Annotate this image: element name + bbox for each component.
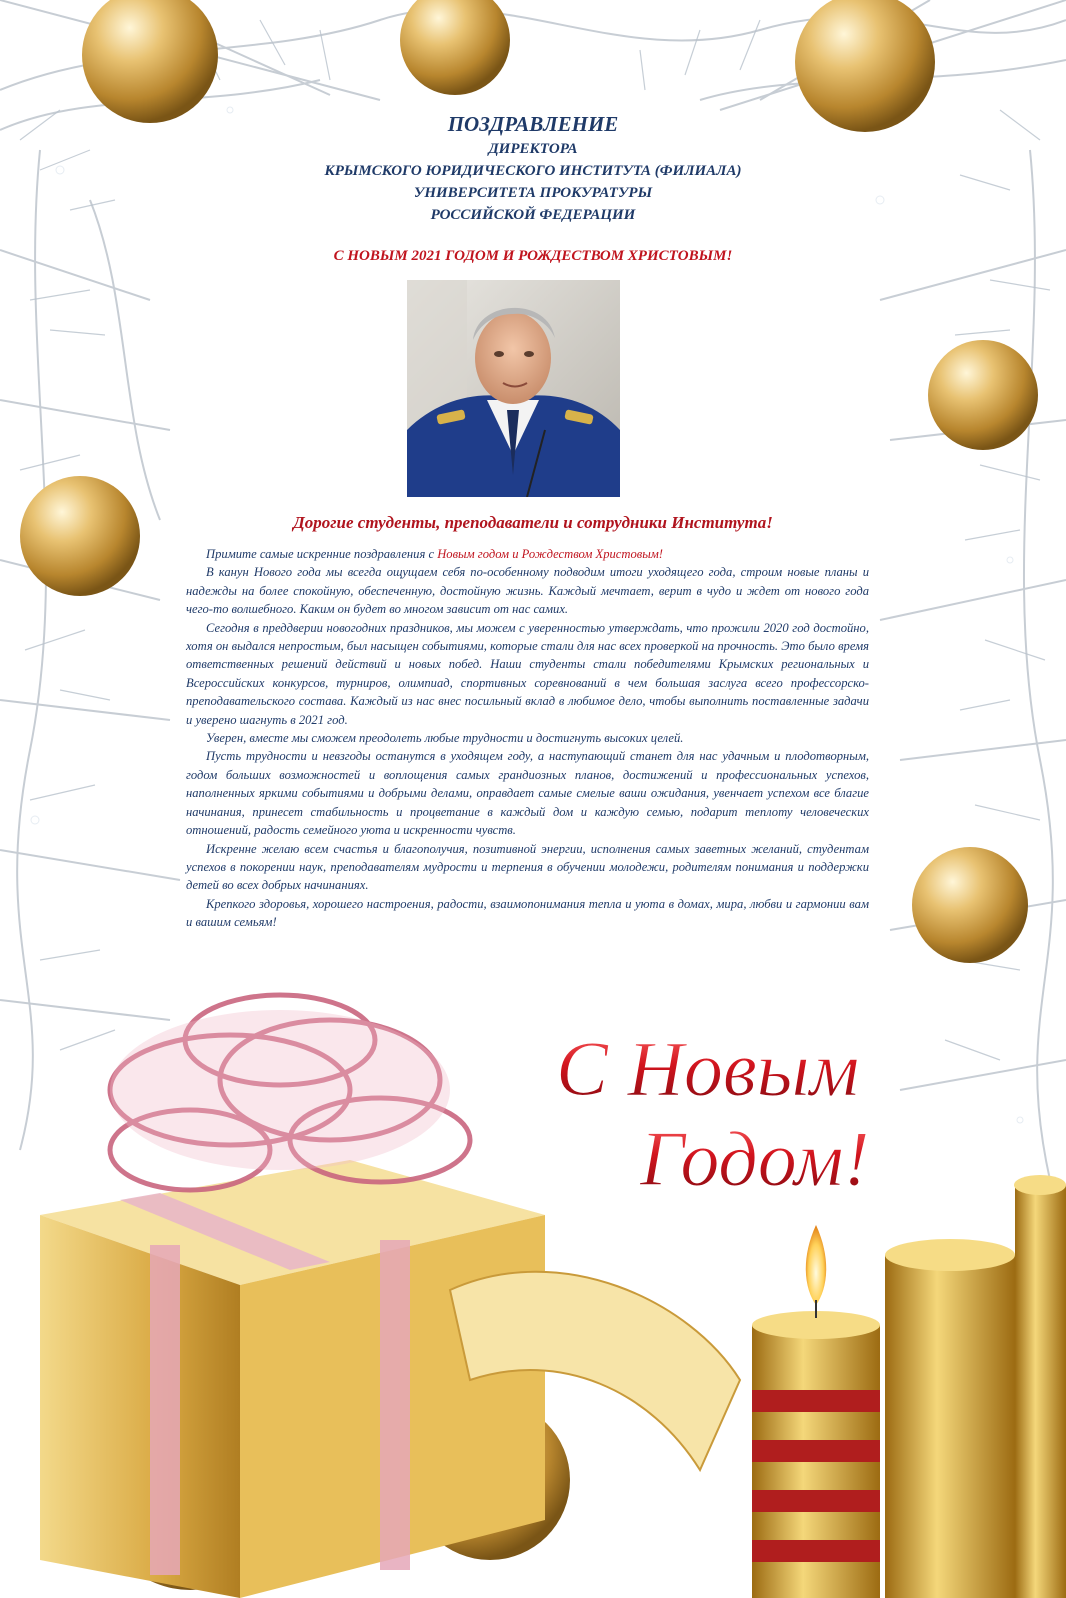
paragraph-5: Пусть трудности и невзгоды останутся в уходящем году, а наступающий станет для нас удачным и плодотворным, годом больших возможностей и воплощения самых грандиозных планов, достижений и профессиональных успехов, наполненных яркими событиями и добрыми делами, оправдает самые смелые ваши ожидания, увенчает успехом все благие начинания, принесет стабильность и процветание в каждый дом и каждую семью, подарит теплоту человеческих отношений, радость семейного уюта и искренности чувств. [186,749,869,838]
header-subtitle-university: УНИВЕРСИТЕТА ПРОКУРАТУРЫ [413,185,653,201]
lettering-line-2: Годом! [640,1115,870,1202]
director-portrait [407,280,620,497]
header-title: ПОЗДРАВЛЕНИЕ [447,112,619,136]
paragraph-2: В канун Нового года мы всегда ощущаем себя по-особенному подводим итоги уходящего года, строим новые планы и надежды на более спокойную, обеспеченную, достойную жизнь. Каждый мечтает, верит в чудо и ждет от нового года чего-то волшебного. Каким он будет во многом зависит от нас самих. [186,565,869,617]
salutation: Дорогие студенты, преподаватели и сотрудники Института! [293,513,773,532]
paragraph-4: Уверен, вместе мы сможем преодолеть любые трудности и достигнуть высоких целей. [206,731,684,746]
header-subtitle-institute: КРЫМСКОГО ЮРИДИЧЕСКОГО ИНСТИТУТА (ФИЛИАЛА) [324,163,742,179]
paragraph-6: Искренне желаю всем счастья и благополучия, позитивной энергии, исполнения самых заветных желаний, студентам успехов в покорении наук, преподавателям мудрости и терпения в обучении молодежи, родителям понимания и поддержки детей во всех добрых начинаниях. [186,841,869,893]
paragraph-3: Сегодня в преддверии новогодних праздников, мы можем с уверенностью утверждать, что прожили 2020 год достойно, хотя он выдался непростым, был насыщен событиями, которые стали для нас всех проверкой на прочность. Это было время ответственных решений действий и новых побед. Наши студенты стали победителями Крымских региональных и Всероссийских конкурсов, турниров, олимпиад, спортивных соревнований в чем большая заслуга всего профессорско-преподавательского состава. Каждый из нас внес посильный вклад в любимое дело, чтобы выполнить поставленные задачи и уверено шагнуть в 2021 год. [186,620,869,727]
header-subtitle-director: ДИРЕКТОРА [488,141,578,157]
lettering-line-1: С Новым [556,1025,860,1112]
new-year-headline: С НОВЫМ 2021 ГОДОМ И РОЖДЕСТВОМ ХРИСТОВЫМ! [333,248,733,264]
header-subtitle-federation: РОССИЙСКОЙ ФЕДЕРАЦИИ [430,207,636,223]
paragraph-1 [186,545,869,563]
new-year-lettering [548,1015,888,1205]
greeting-body [186,545,869,932]
paragraph-1-text: Примите самые искренние поздравления с [206,547,438,561]
paragraph-1-highlight: Новым годом и Рождеством Христовым! [437,547,664,561]
paragraph-7: Крепкого здоровья, хорошего настроения, радости, взаимопонимания тепла и уюта в домах, мира, любви и гармонии вам и вашим семьям! [186,896,869,930]
